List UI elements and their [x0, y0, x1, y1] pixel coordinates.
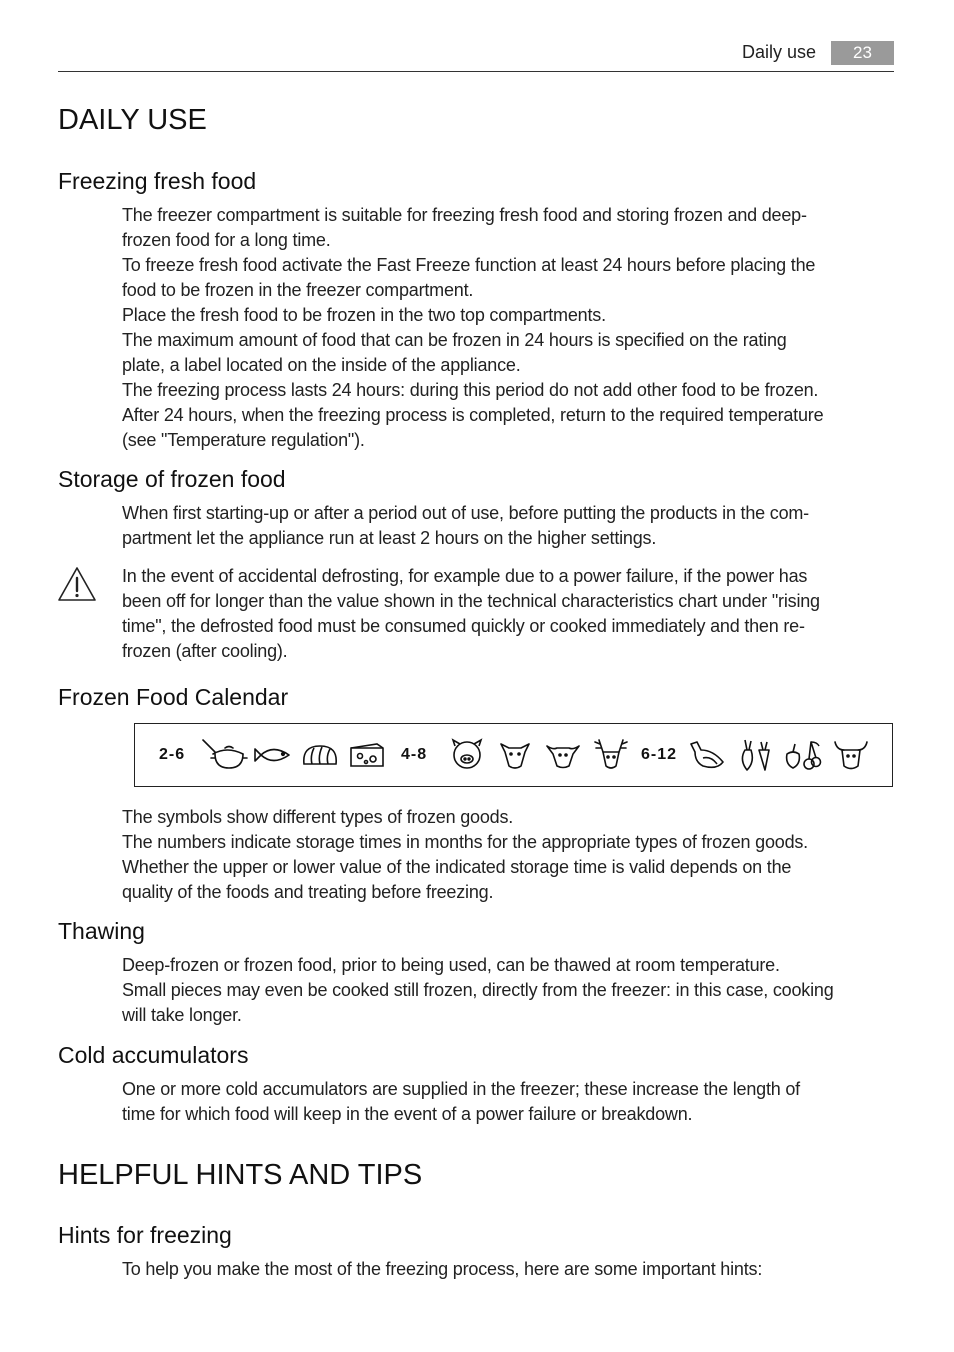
text-line: The maximum amount of food that can be frozen in 24 hours is specified on the rating — [122, 330, 787, 350]
text-line: plate, a label located on the inside of the appliance. — [122, 355, 521, 375]
text-line: Whether the upper or lower value of the indicated storage time is valid depends on the — [122, 857, 792, 877]
storage-months-label: 6-12 — [641, 746, 678, 763]
freezing-fresh-food-text — [122, 203, 894, 453]
section-title-helpful-hints: HELPFUL HINTS AND TIPS — [58, 1159, 423, 1191]
text-line: food to be frozen in the freezer compartment. — [122, 280, 474, 300]
text-line: The freezing process lasts 24 hours: during this period do not add other food to be frozen. — [122, 380, 819, 400]
heading-frozen-food-calendar: Frozen Food Calendar — [58, 684, 289, 710]
section-title-daily-use: DAILY USE — [58, 104, 207, 136]
text-line: (see "Temperature regulation"). — [122, 430, 365, 450]
text-line: The numbers indicate storage times in months for the appropriate types of frozen goods. — [122, 832, 808, 852]
header-section-title: Daily use — [741, 42, 816, 62]
text-line: Place the fresh food to be frozen in the two top compartments. — [122, 305, 606, 325]
text-line: To freeze fresh food activate the Fast Freeze function at least 24 hours before placing the — [122, 255, 816, 275]
deer-icon — [591, 736, 631, 774]
text-line: When first starting-up or after a period out of use, before putting the products in the com- — [122, 503, 809, 523]
text-line: One or more cold accumulators are supplied in the freezer; these increase the length of — [122, 1079, 800, 1099]
pig-icon — [447, 736, 487, 774]
soup-pot-icon — [201, 736, 251, 774]
text-line: quality of the foods and treating before freezing. — [122, 882, 494, 902]
text-line: Small pieces may even be cooked still frozen, directly from the freezer: in this case, cooking — [122, 980, 834, 1000]
cheese-icon — [347, 736, 387, 774]
cold-accumulators-text — [122, 1077, 894, 1127]
calendar-text — [122, 805, 894, 905]
text-line: frozen food for a long time. — [122, 230, 331, 250]
poultry-icon — [687, 736, 727, 774]
sheep-icon — [495, 736, 535, 774]
storage-months-label: 4-8 — [401, 746, 428, 763]
storage-text — [122, 501, 894, 551]
vegetables-icon — [735, 736, 775, 774]
page-number: 23 — [831, 41, 894, 65]
fruit-icon — [783, 736, 823, 774]
heading-hints-for-freezing: Hints for freezing — [58, 1222, 232, 1248]
text-line: partment let the appliance run at least 2 hours on the higher settings. — [122, 528, 657, 548]
heading-freezing-fresh-food: Freezing fresh food — [58, 168, 257, 194]
heading-storage-of-frozen-food: Storage of frozen food — [58, 466, 286, 492]
cow-icon — [831, 736, 871, 774]
heading-cold-accumulators: Cold accumulators — [58, 1042, 249, 1068]
calf-icon — [543, 736, 583, 774]
bread-icon — [300, 736, 340, 774]
warning-triangle-icon — [57, 566, 97, 602]
storage-months-label: 2-6 — [159, 746, 186, 763]
text-line: will take longer. — [122, 1005, 242, 1025]
fish-icon — [253, 736, 293, 774]
text-line: In the event of accidental defrosting, for example due to a power failure, if the power has — [122, 566, 808, 586]
text-line: Deep-frozen or frozen food, prior to being used, can be thawed at room temperature. — [122, 955, 780, 975]
text-line: After 24 hours, when the freezing process is completed, return to the required temperature — [122, 405, 824, 425]
hints-text — [122, 1257, 894, 1282]
text-line: The freezer compartment is suitable for freezing fresh food and storing frozen and deep- — [122, 205, 807, 225]
warning-text — [122, 564, 894, 664]
heading-thawing: Thawing — [58, 918, 145, 944]
frozen-food-calendar — [134, 723, 893, 787]
text-line: The symbols show different types of frozen goods. — [122, 807, 514, 827]
page-header — [58, 40, 894, 72]
text-line: time", the defrosted food must be consumed quickly or cooked immediately and then re- — [122, 616, 805, 636]
thawing-text — [122, 953, 894, 1028]
text-line: been off for longer than the value shown in the technical characteristics chart under "rising — [122, 591, 820, 611]
text-line: time for which food will keep in the event of a power failure or breakdown. — [122, 1104, 693, 1124]
text-line: frozen (after cooling). — [122, 641, 288, 661]
text-line: To help you make the most of the freezing process, here are some important hints: — [122, 1259, 763, 1279]
